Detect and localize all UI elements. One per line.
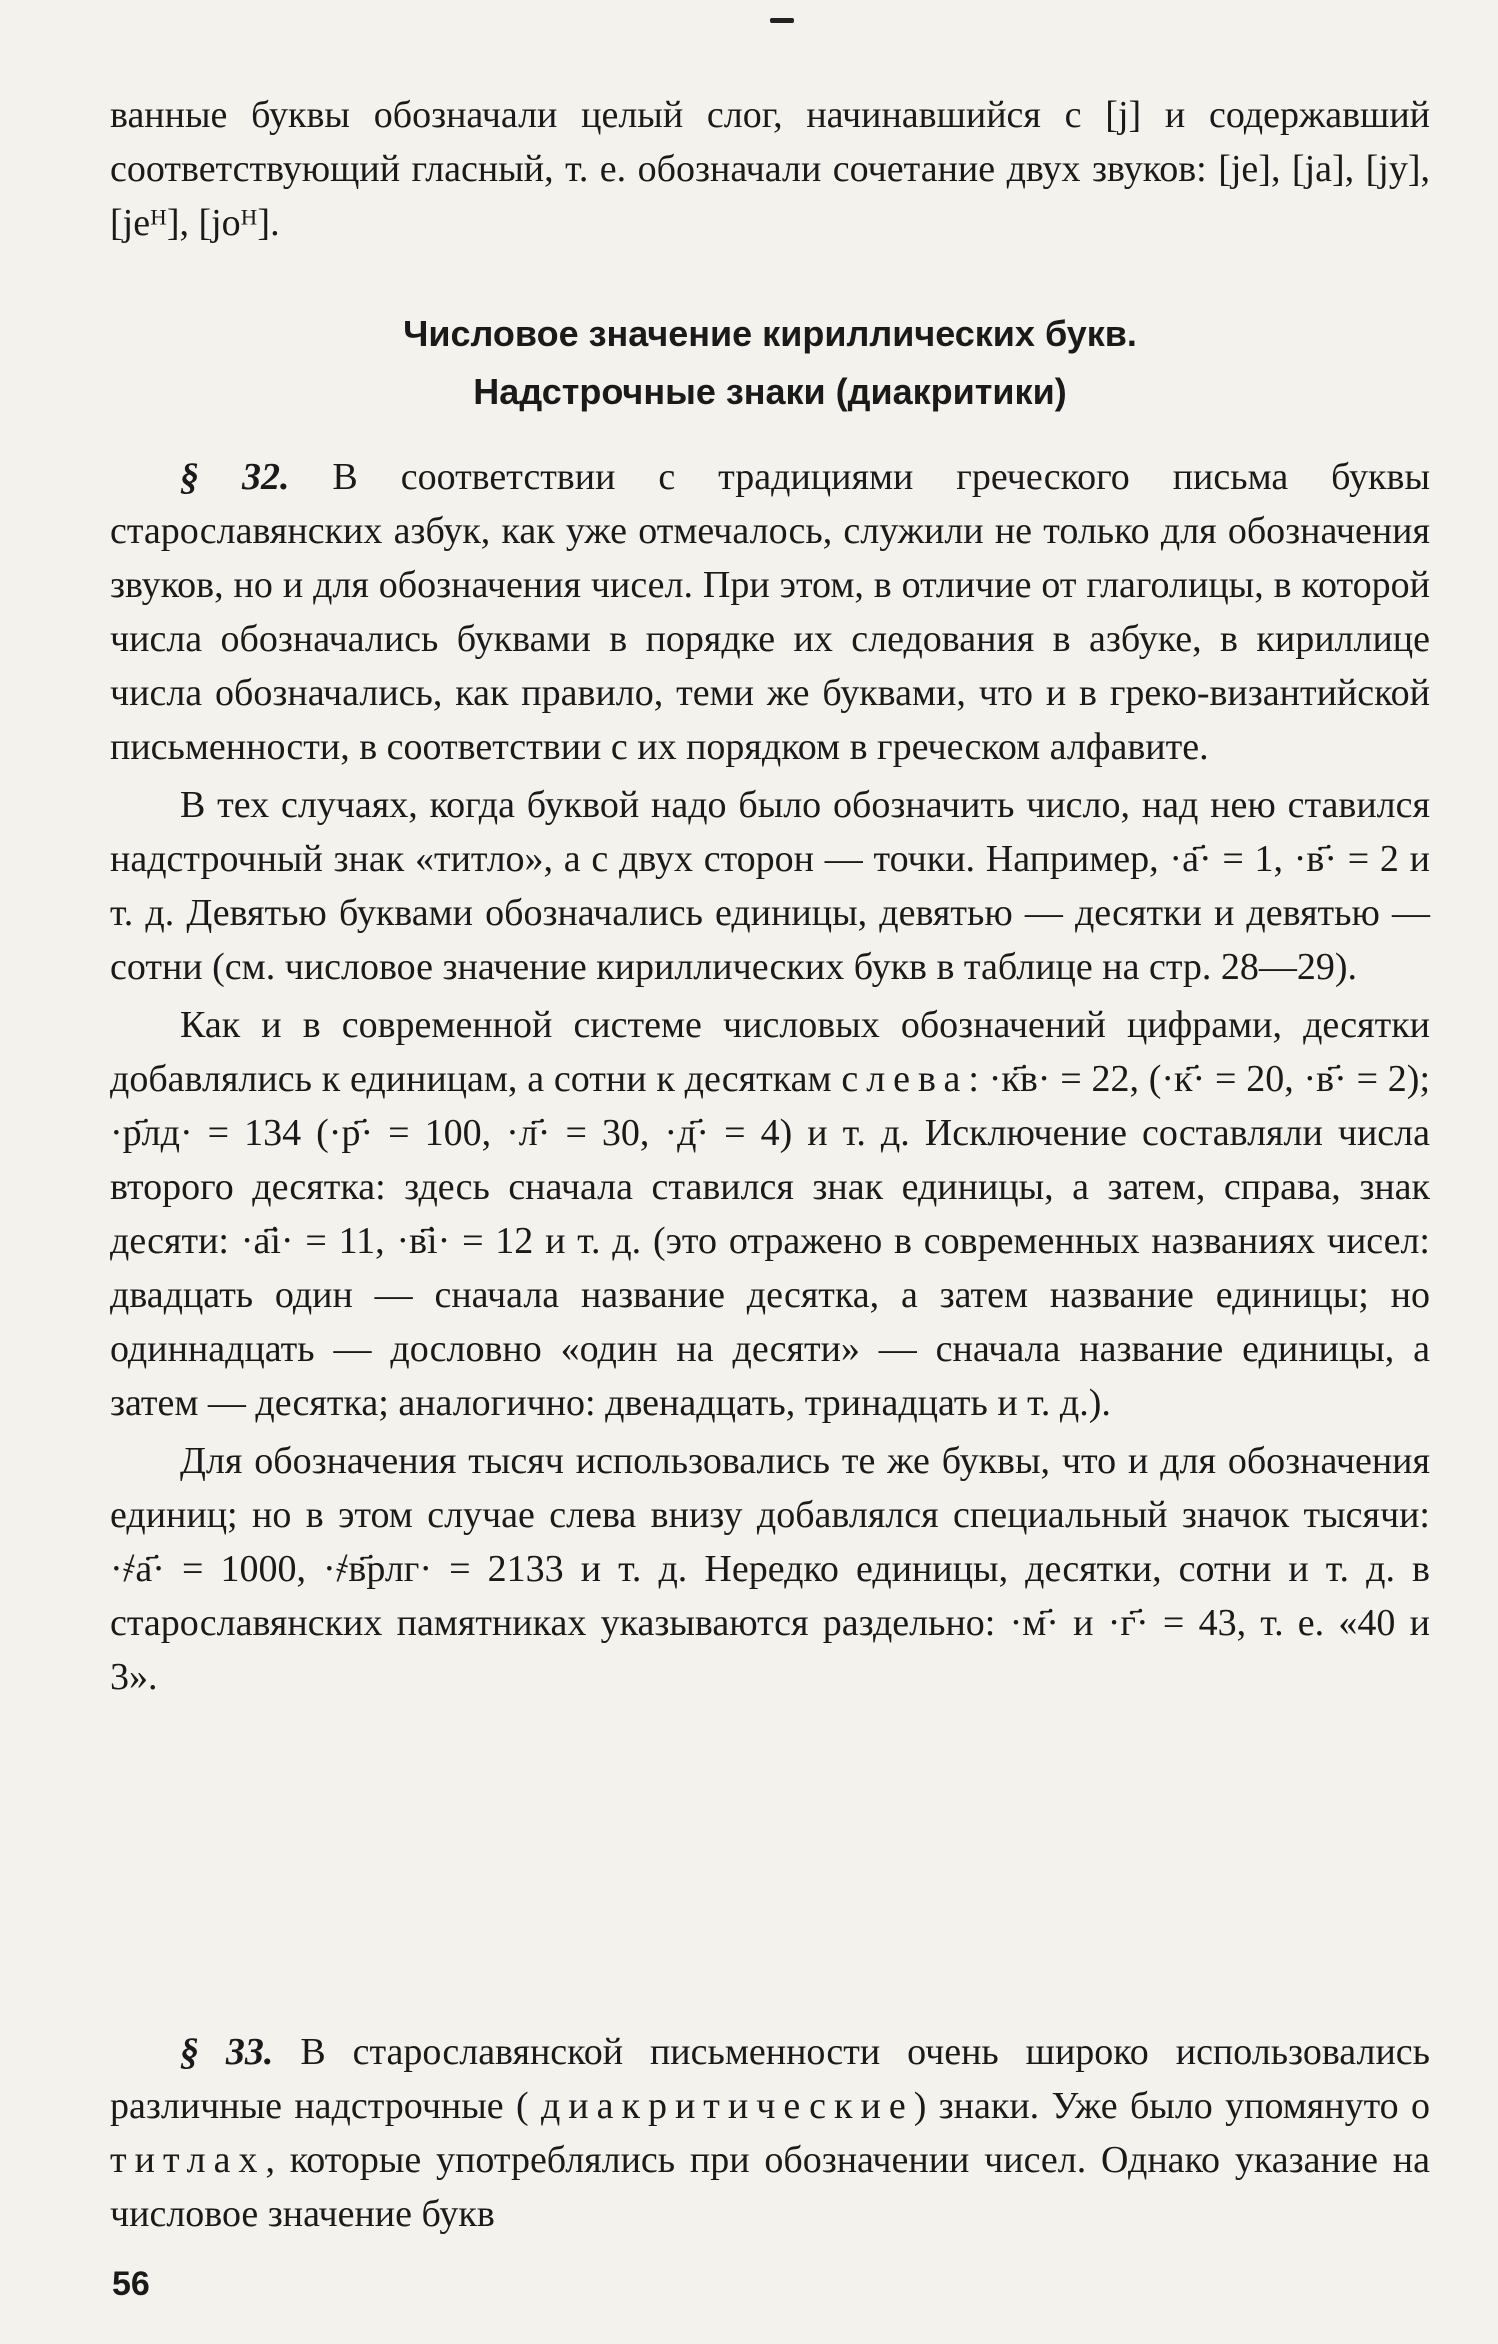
paragraph-tens: Как и в современной системе числовых обозначений цифрами, десятки добавлялись к единицам, а сотни к десяткам слева: ·к҃в· = 22, (·к҃· = 20, ·в҃· = 2); ·р҃лд· = 134 (·р҃· = 100, ·л҃· = 30, ·д҃· = 4) и т. д. Исключение составляли числа второго десятка: здесь сначала ставился знак единицы, а затем, справа, знак десяти: ·а҃і· = 11, ·в҃і· = 12 и т. д. (это отражено в современных названиях чисел: двадцать один — сначала название десятка, а затем название единицы; но одиннадцать — дословно «один на десяти» — сначала название единицы, а затем — десятка; аналогично: двенадцать, тринадцать и т. д.). xyxy=(110,1004,1431,1424)
heading-line-2: Надстрочные знаки (диакритики) xyxy=(473,371,1067,412)
print-mark xyxy=(770,18,794,23)
paragraph-33-intro: § 33. В старославянской письменности очень широко использовались различные надстрочные ( диакритические) знаки. Уже было упомянуто о титлах, которые употреблялись при обозначении чисел. Однако указание на числовое значение букв xyxy=(110,2031,1430,2235)
section-heading xyxy=(110,305,1430,421)
page-number: 56 xyxy=(112,2265,150,2303)
section-32-block xyxy=(110,450,1430,1704)
paragraph-titlo: В тех случаях, когда буквой надо было обозначить число, над нею ставился надстрочный знак «титло», а с двух сторон — точки. Например, ·а҃· = 1, ·в҃· = 2 и т. д. Девятью буквами обозначались единицы, девятью — десятки и девятью — сотни (см. числовое значение кириллических букв в таблице на стр. 28—29). xyxy=(110,784,1430,988)
paragraph-thousands: Для обозначения тысяч использовались те же буквы, что и для обозначения единиц; но в этом случае слева внизу добавлялся специальный значок тысячи: ·҂а҃· = 1000, ·҂в҃рлг· = 2133 и т. д. Нередко единицы, десятки, сотни и т. д. в старославянских памятниках указываются раздельно: ·м҃· и ·г҃· = 43, т. е. «40 и 3». xyxy=(110,1440,1430,1698)
section-33-block xyxy=(110,2025,1430,2241)
section-33-number: § 33. xyxy=(180,2031,274,2073)
section-32-number: § 32. xyxy=(180,456,290,498)
paragraph-32-intro: § 32. В соответствии с традициями греческого письма буквы старославянских азбук, как уже отмечалось, служили не только для обозначения звуков, но и для обозначения чисел. При этом, в отличие от глаголицы, в которой числа обозначались буквами в порядке их следования в азбуке, в кириллице числа обозначались, как правило, теми же буквами, что и в греко-византийской письменности, в соответствии с их порядком в греческом алфавите. xyxy=(110,456,1430,768)
heading-line-1: Числовое значение кириллических букв. xyxy=(403,313,1137,354)
paragraph-continuation: ванные буквы обозначали целый слог, начинавшийся с [j] и содержавший соответствующий гласный, т. е. обозначали сочетание двух звуков: [je], [ja], [jy], [jeᴴ], [joᴴ]. xyxy=(110,94,1430,244)
continuation-block xyxy=(110,88,1430,250)
